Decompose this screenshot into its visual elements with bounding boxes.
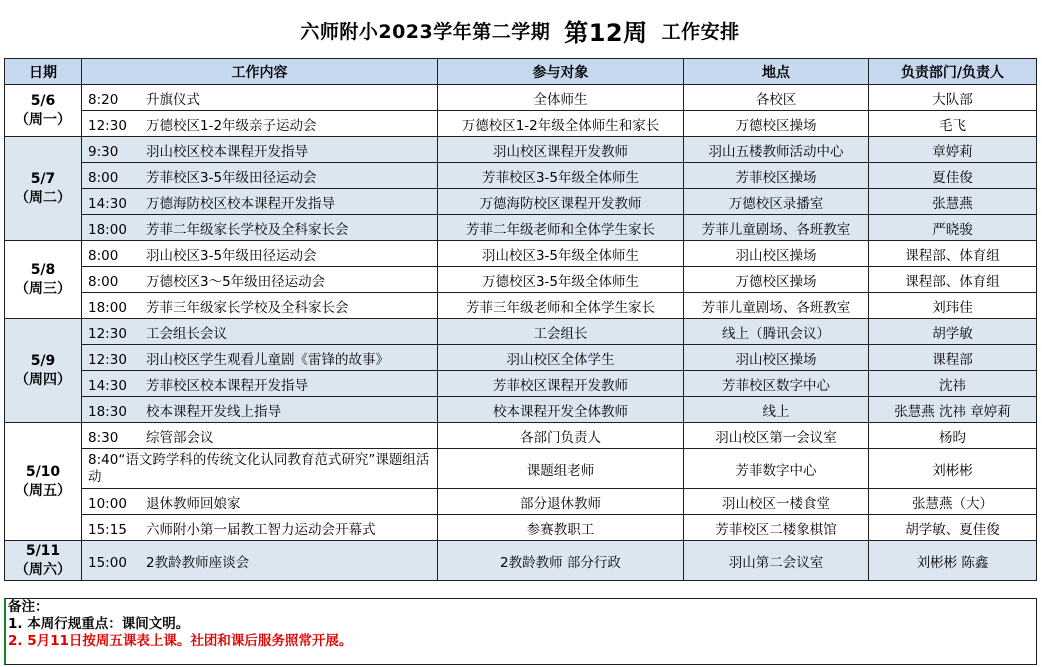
content-text: 2教龄教师座谈会 — [146, 554, 250, 571]
content-text: 六师附小第一届教工智力运动会开幕式 — [146, 521, 376, 538]
content-text: 升旗仪式 — [146, 91, 200, 108]
content-cell[interactable] — [82, 489, 438, 515]
participants-cell[interactable]: 万德校区1-2年级全体师生和家长 — [438, 111, 684, 137]
time-text: 15:00 — [88, 554, 127, 571]
date-value: 5/7 — [30, 170, 56, 187]
table-row — [5, 111, 1037, 137]
notes-item-1: 1. 本周行规重点：课间文明。 — [8, 616, 190, 632]
participants-cell[interactable]: 课题组老师 — [438, 449, 684, 489]
content-cell[interactable] — [82, 85, 438, 111]
table-row — [5, 515, 1037, 541]
location-cell[interactable]: 芳菲儿童剧场、各班教室 — [684, 293, 869, 319]
content-cell[interactable] — [82, 345, 438, 371]
date-weekday: （周四） — [15, 371, 71, 388]
date-cell[interactable] — [5, 423, 82, 541]
header-owner[interactable]: 负责部门/负责人 — [869, 59, 1037, 85]
date-cell[interactable] — [5, 241, 82, 319]
content-text: 羽山校区学生观看儿童剧《雷锋的故事》 — [146, 351, 389, 368]
header-content[interactable]: 工作内容 — [82, 59, 438, 85]
date-value: 5/9 — [30, 352, 56, 369]
participants-cell[interactable]: 各部门负责人 — [438, 423, 684, 449]
owner-cell[interactable]: 刘彬彬 陈鑫 — [869, 541, 1037, 581]
content-text: 羽山校区校本课程开发指导 — [146, 143, 308, 160]
owner-cell[interactable]: 张慧燕 沈祎 章婷莉 — [869, 397, 1037, 423]
content-cell[interactable] — [82, 267, 438, 293]
content-text: 工会组长会议 — [146, 325, 227, 342]
content-cell[interactable] — [82, 137, 438, 163]
content-cell[interactable] — [82, 371, 438, 397]
time-text: 8:00 — [88, 247, 119, 264]
location-cell[interactable]: 羽山校区操场 — [684, 241, 869, 267]
location-cell[interactable]: 各校区 — [684, 85, 869, 111]
notes-item-2: 2. 5月11日按周五课表上课。社团和课后服务照常开展。 — [8, 633, 353, 649]
time-text: 14:30 — [88, 195, 127, 212]
table-row — [5, 215, 1037, 241]
content-cell[interactable] — [82, 541, 438, 581]
title-prefix: 六师附小2023学年第二学期 — [300, 20, 551, 43]
participants-cell[interactable]: 芳菲校区课程开发教师 — [438, 371, 684, 397]
table-row — [5, 449, 1037, 489]
table-row — [5, 489, 1037, 515]
table-row — [5, 371, 1037, 397]
participants-cell[interactable]: 芳菲三年级老师和全体学生家长 — [438, 293, 684, 319]
date-cell[interactable] — [5, 137, 82, 241]
date-cell[interactable] — [5, 541, 82, 581]
location-cell[interactable]: 芳菲儿童剧场、各班教室 — [684, 215, 869, 241]
table-row — [5, 189, 1037, 215]
content-cell[interactable] — [82, 397, 438, 423]
owner-cell[interactable]: 课程部、体育组 — [869, 267, 1037, 293]
owner-cell[interactable]: 刘彬彬 — [869, 449, 1037, 489]
location-cell[interactable]: 万德校区录播室 — [684, 189, 869, 215]
content-text: 校本课程开发线上指导 — [146, 403, 281, 420]
content-cell[interactable] — [82, 293, 438, 319]
content-cell[interactable] — [82, 319, 438, 345]
date-weekday: （周六） — [15, 561, 71, 578]
participants-cell[interactable]: 羽山校区课程开发教师 — [438, 137, 684, 163]
content-text: 综管部会议 — [146, 429, 214, 446]
table-row — [5, 541, 1037, 581]
time-text: 8:30 — [88, 429, 119, 446]
owner-cell[interactable]: 张慧燕 — [869, 189, 1037, 215]
owner-cell[interactable]: 沈祎 — [869, 371, 1037, 397]
date-cell[interactable] — [5, 319, 82, 423]
table-row — [5, 267, 1037, 293]
date-weekday: （周三） — [15, 280, 71, 297]
time-text: 8:20 — [88, 91, 119, 108]
content-text: 芳菲校区3-5年级田径运动会 — [146, 169, 317, 186]
location-cell[interactable]: 线上（腾讯会议） — [684, 319, 869, 345]
location-cell[interactable]: 芳菲校区数字中心 — [684, 371, 869, 397]
owner-cell[interactable]: 张慧燕（大） — [869, 489, 1037, 515]
participants-cell[interactable]: 校本课程开发全体教师 — [438, 397, 684, 423]
table-row — [5, 293, 1037, 319]
owner-cell[interactable]: 胡学敏、夏佳俊 — [869, 515, 1037, 541]
participants-cell[interactable]: 羽山校区3-5年级全体师生 — [438, 241, 684, 267]
owner-cell[interactable]: 夏佳俊 — [869, 163, 1037, 189]
content-cell[interactable] — [82, 111, 438, 137]
owner-cell[interactable]: 杨昀 — [869, 423, 1037, 449]
content-text: 万德校区1-2年级亲子运动会 — [146, 117, 317, 134]
participants-cell[interactable]: 工会组长 — [438, 319, 684, 345]
participants-cell[interactable]: 部分退休教师 — [438, 489, 684, 515]
table-row — [5, 319, 1037, 345]
content-text: 羽山校区3-5年级田径运动会 — [146, 247, 317, 264]
time-text: 12:30 — [88, 351, 127, 368]
header-location[interactable]: 地点 — [684, 59, 869, 85]
location-cell[interactable]: 万德校区操场 — [684, 267, 869, 293]
content-cell[interactable] — [82, 189, 438, 215]
participants-cell[interactable]: 芳菲校区3-5年级全体师生 — [438, 163, 684, 189]
time-text: 18:00 — [88, 299, 127, 316]
date-weekday: （周二） — [15, 189, 71, 206]
location-cell[interactable]: 羽山校区操场 — [684, 345, 869, 371]
time-text: 18:00 — [88, 221, 127, 238]
participants-cell[interactable]: 芳菲二年级老师和全体学生家长 — [438, 215, 684, 241]
location-cell[interactable]: 羽山校区一楼食堂 — [684, 489, 869, 515]
owner-cell[interactable]: 章婷莉 — [869, 137, 1037, 163]
participants-cell[interactable]: 羽山校区全体学生 — [438, 345, 684, 371]
date-value: 5/6 — [30, 92, 56, 109]
content-text: “语文跨学科的传统文化认同教育范式研究”课题组活动 — [88, 451, 430, 485]
page-title — [4, 4, 1036, 56]
location-cell[interactable]: 芳菲校区操场 — [684, 163, 869, 189]
location-cell[interactable]: 芳菲校区二楼象棋馆 — [684, 515, 869, 541]
participants-cell[interactable]: 万德校区3-5年级全体师生 — [438, 267, 684, 293]
table-row — [5, 241, 1037, 267]
title-week: 第12周 — [564, 18, 648, 47]
content-cell[interactable] — [82, 423, 438, 449]
date-weekday: （周一） — [15, 111, 71, 128]
content-cell[interactable] — [82, 215, 438, 241]
header-participants[interactable]: 参与对象 — [438, 59, 684, 85]
content-cell[interactable] — [82, 515, 438, 541]
content-text: 万德校区3～5年级田径运动会 — [146, 273, 326, 290]
content-text: 芳菲三年级家长学校及全科家长会 — [146, 299, 349, 316]
content-text: 万德海防校区校本课程开发指导 — [146, 195, 335, 212]
time-text: 15:15 — [88, 521, 127, 538]
header-date[interactable]: 日期 — [5, 59, 82, 85]
date-value: 5/8 — [30, 261, 56, 278]
owner-cell[interactable]: 课程部、体育组 — [869, 241, 1037, 267]
owner-cell[interactable]: 胡学敏 — [869, 319, 1037, 345]
owner-cell[interactable]: 毛飞 — [869, 111, 1037, 137]
table-header-row — [5, 59, 1037, 85]
owner-cell[interactable]: 大队部 — [869, 85, 1037, 111]
location-cell[interactable]: 羽山五楼教师活动中心 — [684, 137, 869, 163]
owner-cell[interactable]: 严晓骏 — [869, 215, 1037, 241]
table-row — [5, 163, 1037, 189]
date-weekday: （周五） — [15, 482, 71, 499]
location-cell[interactable]: 羽山第二会议室 — [684, 541, 869, 581]
schedule-table — [4, 58, 1037, 581]
content-text: 芳菲二年级家长学校及全科家长会 — [146, 221, 349, 238]
time-text: 8:00 — [88, 169, 119, 186]
content-cell[interactable] — [82, 241, 438, 267]
time-text: 8:40 — [88, 451, 119, 468]
location-cell[interactable]: 万德校区操场 — [684, 111, 869, 137]
location-cell[interactable]: 羽山校区第一会议室 — [684, 423, 869, 449]
location-cell[interactable]: 芳菲数字中心 — [684, 449, 869, 489]
content-cell[interactable] — [82, 449, 438, 489]
date-cell[interactable] — [5, 85, 82, 137]
participants-cell[interactable]: 2教龄教师 部分行政 — [438, 541, 684, 581]
table-row — [5, 397, 1037, 423]
content-text: 芳菲校区校本课程开发指导 — [146, 377, 308, 394]
owner-cell[interactable]: 课程部 — [869, 345, 1037, 371]
owner-cell[interactable]: 刘玮佳 — [869, 293, 1037, 319]
location-cell[interactable]: 线上 — [684, 397, 869, 423]
time-text: 12:30 — [88, 325, 127, 342]
table-row — [5, 423, 1037, 449]
table-row — [5, 345, 1037, 371]
table-body — [5, 85, 1037, 581]
participants-cell[interactable]: 全体师生 — [438, 85, 684, 111]
table-row — [5, 85, 1037, 111]
title-suffix: 工作安排 — [661, 20, 740, 43]
participants-cell[interactable]: 万德海防校区课程开发教师 — [438, 189, 684, 215]
table-row — [5, 137, 1037, 163]
time-text: 9:30 — [88, 143, 119, 160]
time-text: 14:30 — [88, 377, 127, 394]
time-text: 10:00 — [88, 495, 127, 512]
date-value: 5/11 — [25, 542, 61, 559]
notes-heading: 备注： — [8, 599, 49, 615]
content-text: 退休教师回娘家 — [146, 495, 241, 512]
date-value: 5/10 — [25, 463, 61, 480]
notes-box — [4, 598, 1037, 665]
content-cell[interactable] — [82, 163, 438, 189]
time-text: 18:30 — [88, 403, 127, 420]
time-text: 8:00 — [88, 273, 119, 290]
participants-cell[interactable]: 参赛教职工 — [438, 515, 684, 541]
time-text: 12:30 — [88, 117, 127, 134]
